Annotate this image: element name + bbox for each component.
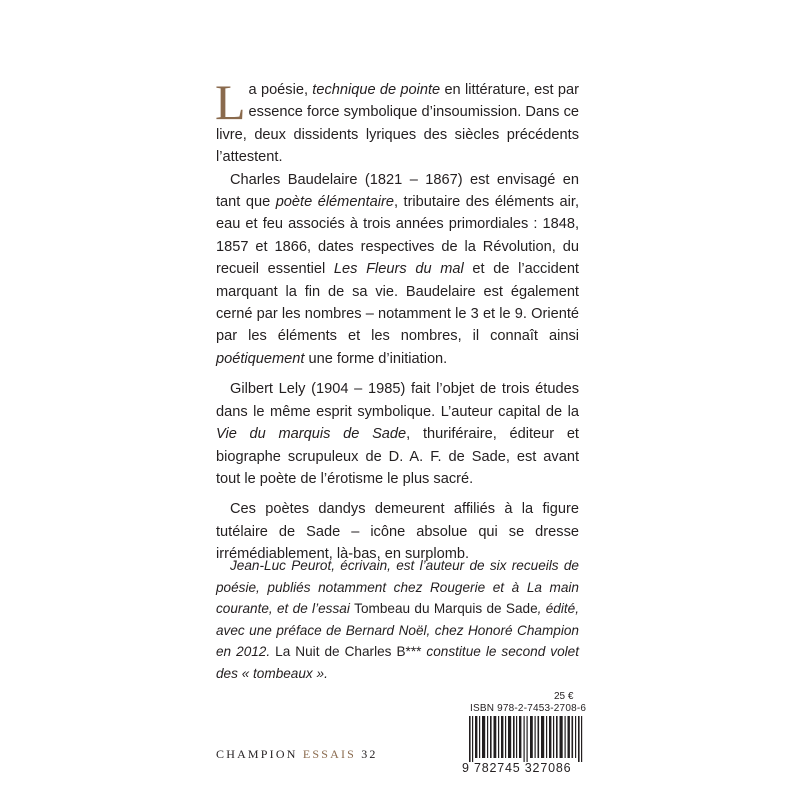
paragraph-3 bbox=[216, 378, 579, 490]
drop-cap: L bbox=[215, 74, 246, 130]
bio-part-d: La Nuit de Charles B*** bbox=[275, 644, 422, 660]
series-publisher: CHAMPION bbox=[216, 747, 298, 761]
p1-italic: technique de pointe bbox=[312, 82, 441, 98]
p2-part-e: et de l’accident marquant la fin de sa vie. Baudelaire est également cerné par les nombres – notamment le 3 et le 9. Orienté par les éléments et les nombres, il connaît ainsi bbox=[216, 261, 579, 345]
p2-italic-2: Les Fleurs du mal bbox=[333, 261, 464, 278]
paragraph-2 bbox=[216, 169, 579, 371]
bio-paragraph bbox=[216, 555, 579, 685]
barcode-image bbox=[469, 716, 583, 762]
bio-part-e: constitue le second volet des « tombeaux ». bbox=[216, 644, 579, 681]
price-label: 25 € bbox=[554, 691, 574, 702]
p1-part-c: en littérature, est par essence force symbolique d’insoumission. Dans ce livre, deux dissidents lyriques des siècles précédents l’attestent. bbox=[216, 82, 579, 166]
series-name: ESSAIS bbox=[302, 747, 357, 761]
p2-part-c: , tributaire des éléments air, eau et feu associés à trois années primordiales : 1848, 1857 et 1866, dates respectives de la Révolution, du recueil essentiel bbox=[216, 194, 579, 278]
bio-part-c: , édité, avec une préface de Bernard Noël, chez Honoré Champion en 2012. bbox=[216, 601, 579, 660]
p3-part-c: , thuriféraire, éditeur et biographe scrupuleux de D. A. F. de Sade, est avant tout le poète de l’érotisme le plus sacré. bbox=[216, 426, 579, 487]
p2-part-a: Charles Baudelaire (1821 – 1867) est envisagé en tant que bbox=[216, 171, 579, 211]
bio-part-b: Tombeau du Marquis de Sade bbox=[354, 601, 538, 617]
paragraph-1 bbox=[215, 74, 579, 169]
blurb-text bbox=[215, 74, 579, 566]
p3-part-a: Gilbert Lely (1904 – 1985) fait l’objet de trois études dans le même esprit symbolique. L’auteur capital de la bbox=[216, 381, 579, 420]
series-label bbox=[216, 747, 378, 762]
p2-part-g: une forme d’initiation. bbox=[304, 350, 448, 367]
barcode-digits: 9 782745 327086 bbox=[462, 761, 572, 775]
p2-italic-3: poétiquement bbox=[216, 350, 305, 367]
bio-part-a: Jean-Luc Peurot, écrivain, est l’auteur de six recueils de poésie, publiés notamment chez Rougerie et à La main courante, et de l’essai bbox=[216, 558, 579, 617]
author-bio bbox=[216, 555, 579, 685]
paragraph-4: Ces poètes dandys demeurent affiliés à la figure tutélaire de Sade – icône absolue qui se dresse irrémédiablement, là-bas, en surplomb. bbox=[216, 501, 579, 563]
isbn-label: ISBN 978-2-7453-2708-6 bbox=[470, 703, 587, 714]
p2-italic-1: poète élémentaire bbox=[275, 194, 394, 211]
series-number: 32 bbox=[361, 747, 378, 761]
p1-part-a: a poésie, bbox=[248, 82, 313, 98]
p3-italic: Vie du marquis de Sade bbox=[216, 426, 407, 443]
